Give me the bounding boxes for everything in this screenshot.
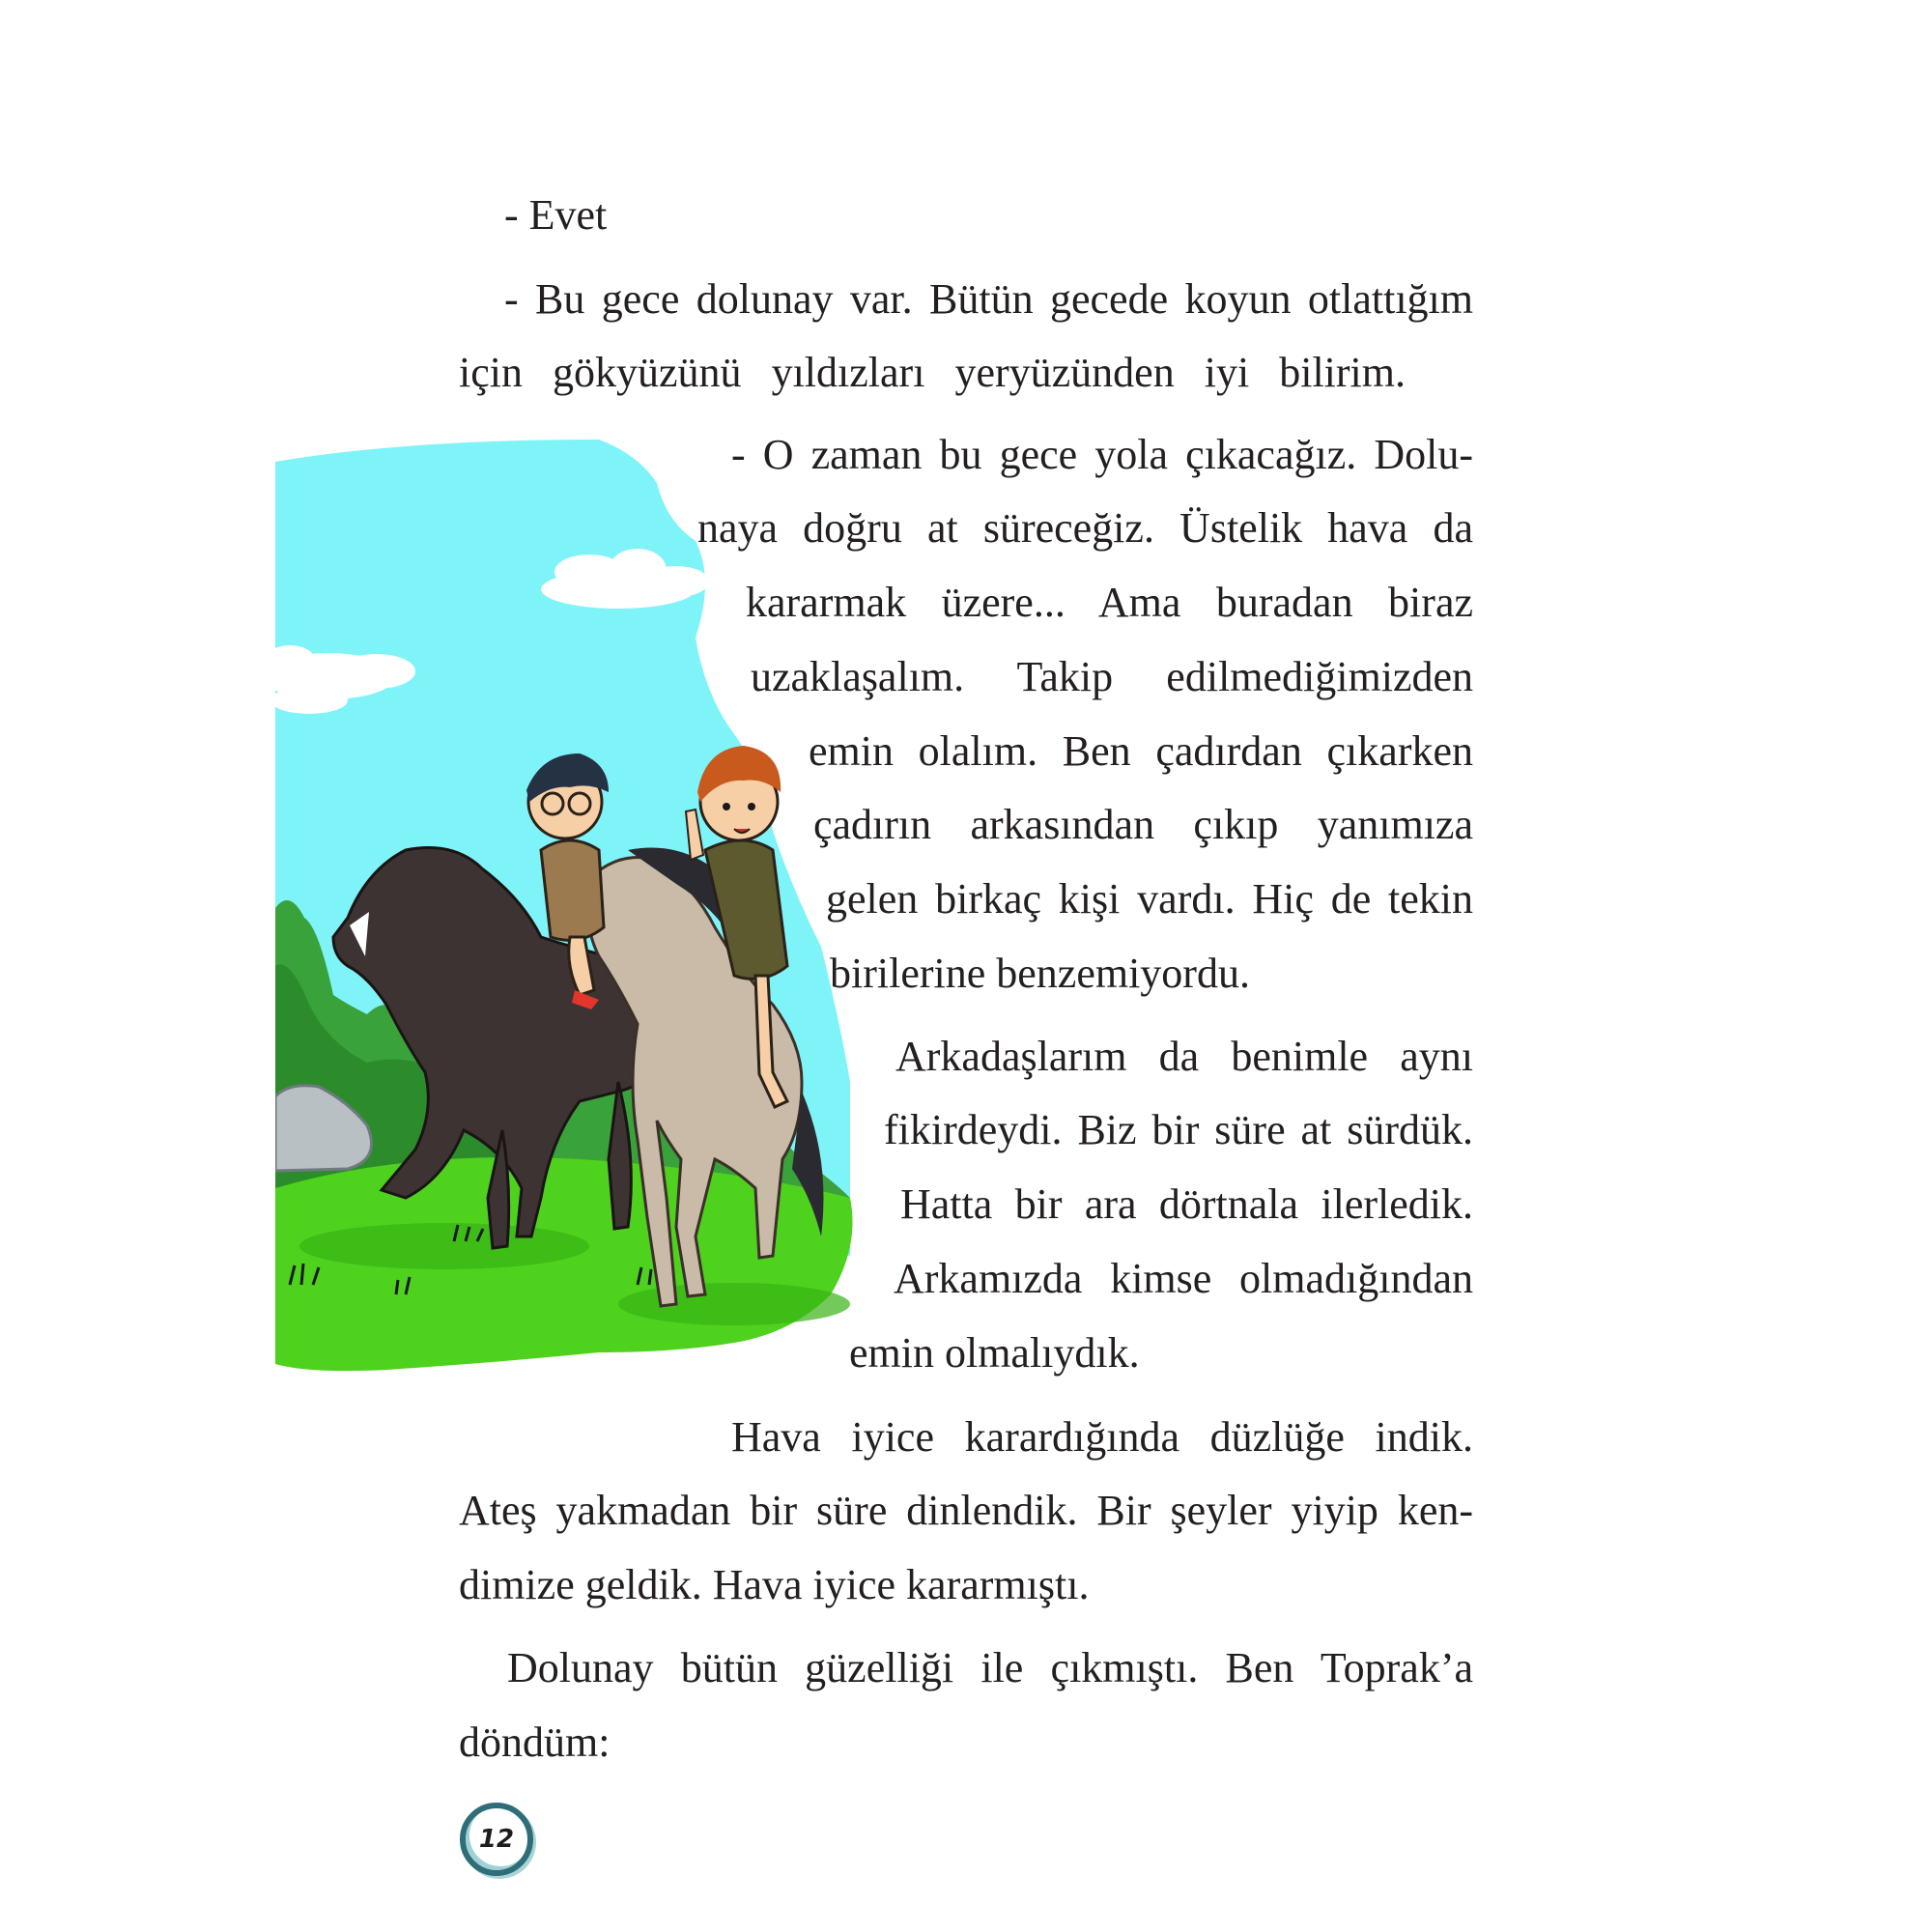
text-line-13: fikirdeydi. Biz bir süre at sürdük. (884, 1106, 1473, 1153)
text-line-16: emin olmalıydık. (849, 1329, 1140, 1377)
text-line-4: - O zaman bu gece yola çıkacağız. Dolu- (731, 431, 1473, 478)
text-line-9: çadırın arkasından çıkıp yanımıza (813, 801, 1473, 848)
page-number: 12 (478, 1825, 515, 1854)
text-line-2: - Bu gece dolunay var. Bütün gecede koyun otlattığım (504, 275, 1473, 323)
text-line-6: kararmak üzere... Ama buradan biraz (746, 579, 1473, 626)
text-line-20: Dolunay bütün güzelliği ile çıkmıştı. Ben Toprak’a (507, 1644, 1473, 1691)
text-line-14: Hatta bir ara dörtnala ilerledik. (900, 1180, 1473, 1228)
text-line-18: Ateş yakmadan bir süre dinlendik. Bir şeyler yiyip ken- (459, 1487, 1473, 1534)
text-line-7: uzaklaşalım. Takip edilmediğimizden (751, 653, 1473, 700)
text-line-3: için gökyüzünü yıldızları yeryüzünden iyi bilirim. (459, 349, 1406, 396)
text-line-19: dimize geldik. Hava iyice kararmıştı. (459, 1561, 1090, 1608)
text-line-17: Hava iyice karardığında düzlüğe indik. (731, 1413, 1473, 1461)
text-line-5: naya doğru at süreceğiz. Üstelik hava da (697, 504, 1473, 552)
text-line-8: emin olalım. Ben çadırdan çıkarken (809, 727, 1473, 775)
text-line-12: Arkadaşlarım da benimle aynı (895, 1033, 1473, 1080)
text-line-15: Arkamızda kimse olmadığından (894, 1255, 1473, 1302)
text-line-21: döndüm: (459, 1719, 611, 1766)
text-line-10: gelen birkaç kişi vardı. Hiç de tekin (826, 875, 1473, 923)
text-line-1: - Evet (504, 191, 608, 239)
page-number-badge (460, 1803, 533, 1876)
text-line-11: birilerine benzemiyordu. (830, 950, 1250, 997)
